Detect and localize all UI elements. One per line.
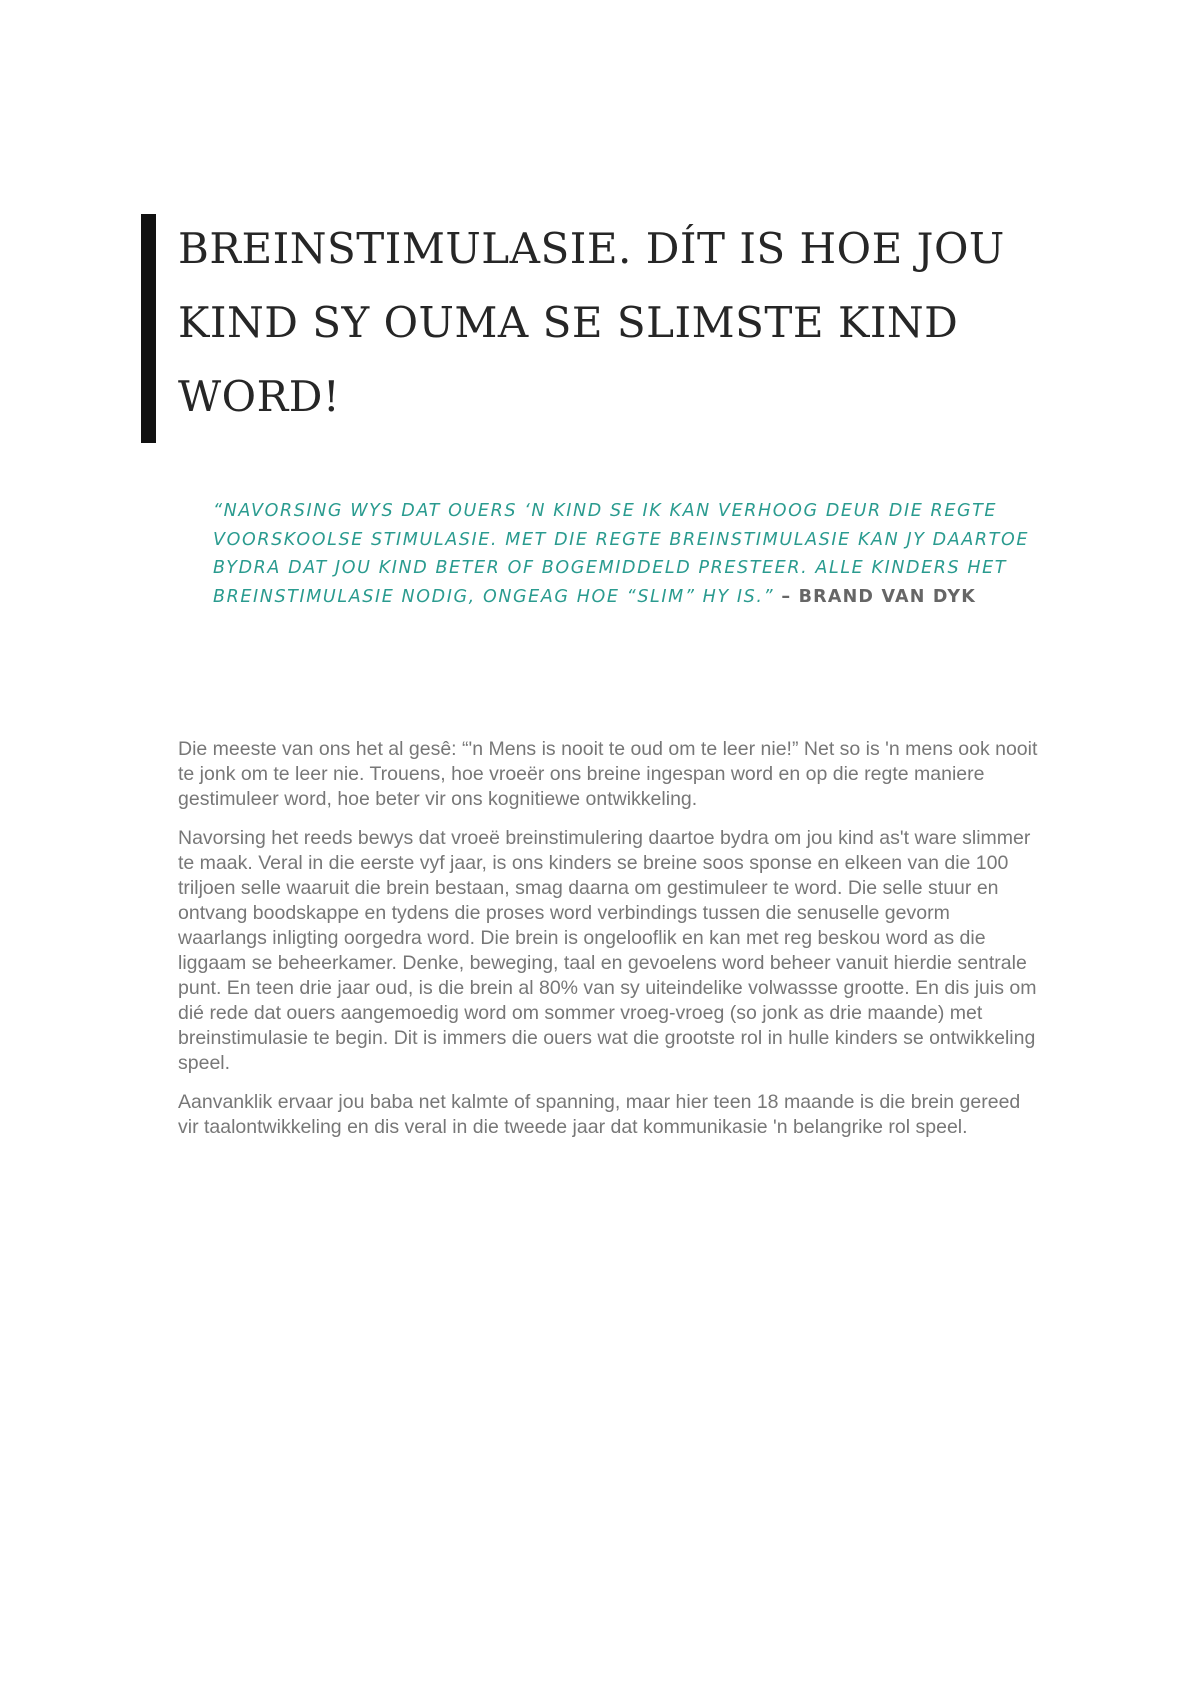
body-paragraph: Aanvanklik ervaar jou baba net kalmte of spanning, maar hier teen 18 maande is die brein gereed vir taalontwikkeling en dis veral in die tweede jaar dat kommunikasie 'n belangrike rol speel. — [178, 1091, 1021, 1138]
article-body — [178, 737, 1038, 1154]
article-title: BREINSTIMULASIE. DÍT IS HOE JOU KIND SY OUMA SE SLIMSTE KIND WORD! — [178, 224, 1005, 421]
body-paragraph: Navorsing het reeds bewys dat vroeë breinstimulering daartoe bydra om jou kind as't ware slimmer te maak. Veral in die eerste vyf jaar, is ons kinders se breine soos sponse en elkeen van die 100 triljoen selle waaruit die brein bestaan, smag daarna om gestimuleer te word. Die selle stuur en ontvang boodskappe en tydens die proses word verbindings tussen die senuselle gevorm waarlangs inligting oorgedra word. Die brein is ongelooflik en kan met reg beskou word as die liggaam se beheerkamer. Denke, beweging, taal en gevoelens word beheer vanuit hierdie sentrale punt. En teen drie jaar oud, is die brein al 80% van sy uiteindelike volwassse grootte. En dis juis om dié rede dat ouers aangemoedig word om sommer vroeg-vroeg (so jonk as drie maande) met breinstimulasie te begin. Dit is immers die ouers wat die grootste rol in hulle kinders se ontwikkeling speel. — [178, 827, 1037, 1074]
pull-quote-text: “NAVORSING WYS DAT OUERS ‘N KIND SE IK KAN VERHOOG DEUR DIE REGTE VOORSKOOLSE STIMULASIE. MET DIE REGTE BREINSTIMULASIE KAN JY DAARTOE BYDRA DAT JOU KIND BETER OF BOGEMIDDELD PRESTEER. ALLE KINDERS HET BREINSTIMULASIE NODIG, ONGEAG HOE “SLIM” HY IS.” — [213, 501, 1029, 607]
pull-quote-author: – BRAND VAN DYK — [781, 586, 976, 607]
body-paragraph: Die meeste van ons het al gesê: “'n Mens is nooit te oud om te leer nie!” Net so is 'n mens ook nooit te jonk om te leer nie. Trouens, hoe vroeër ons breine ingespan word en op die regte maniere gestimuleer word, hoe beter vir ons kognitiewe ontwikkeling. — [178, 738, 1038, 810]
pull-quote — [213, 497, 1063, 611]
title-accent-bar — [141, 214, 156, 443]
